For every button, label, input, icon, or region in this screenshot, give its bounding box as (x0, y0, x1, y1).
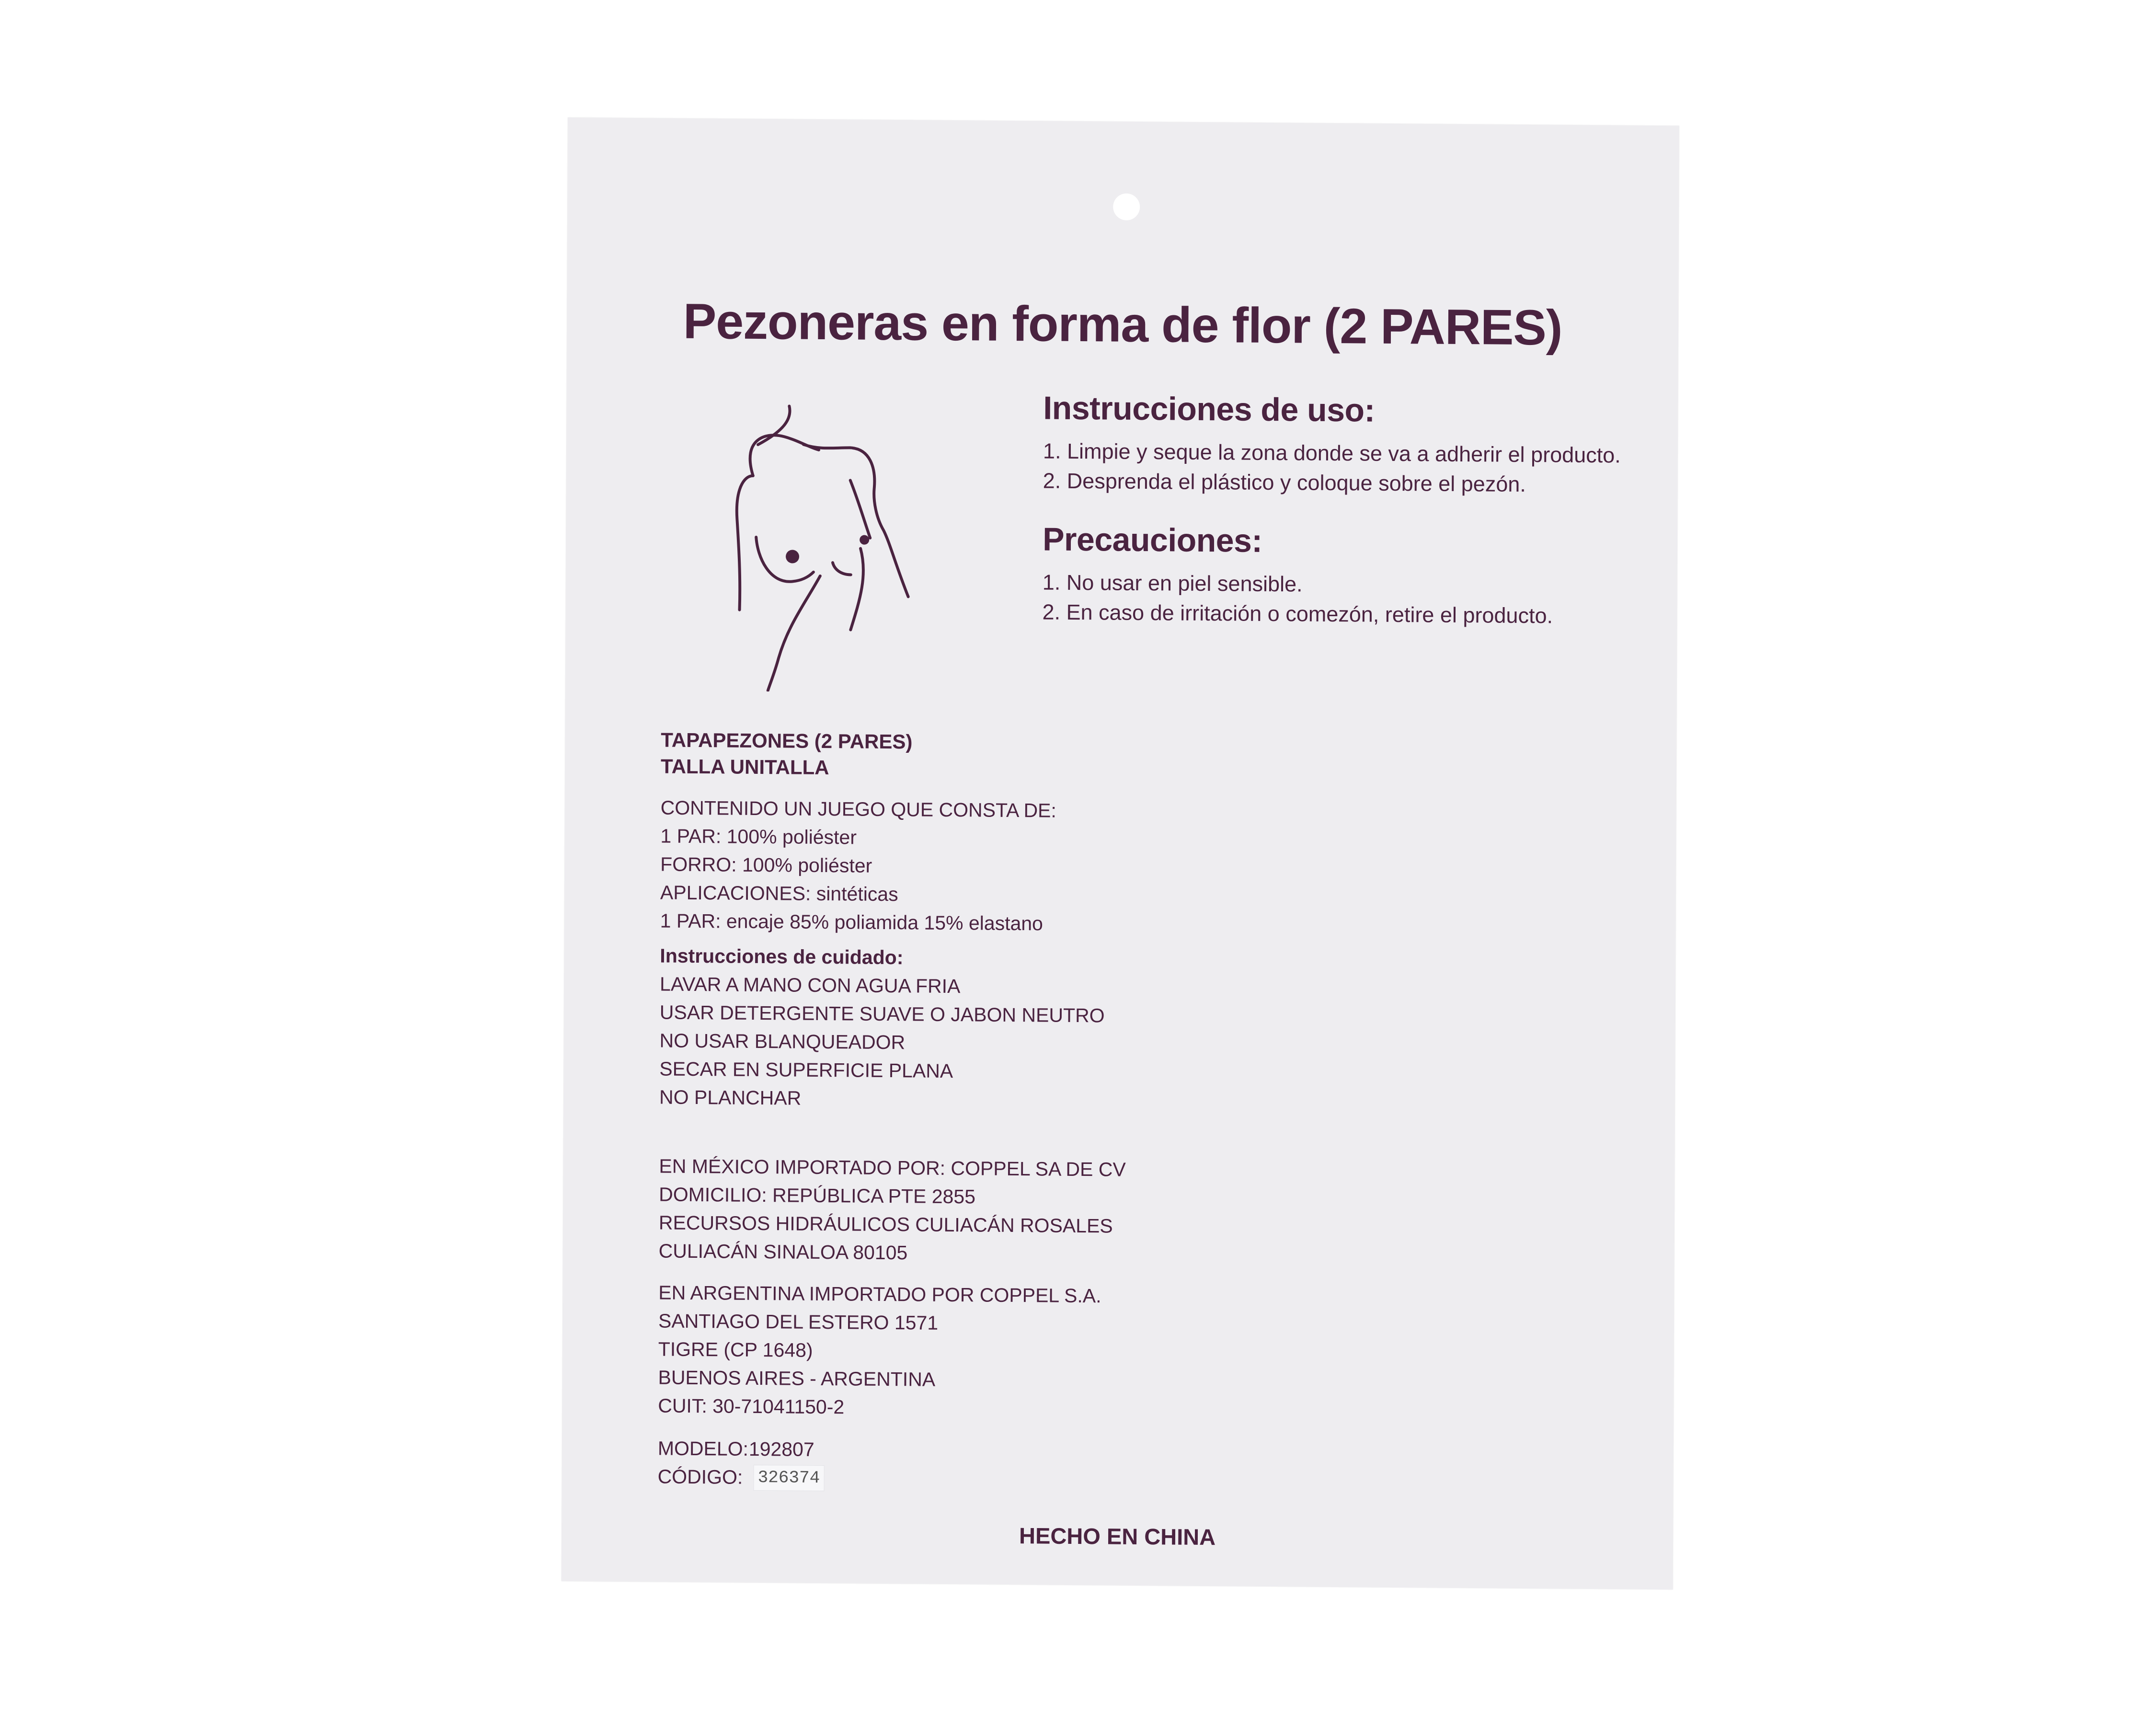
precautions-list (1042, 567, 1665, 632)
precautions-heading: Precauciones: (1043, 521, 1262, 559)
care-line: SECAR EN SUPERFICIE PLANA (659, 1058, 953, 1082)
importer-line: CUIT: 30-71041150-2 (658, 1394, 845, 1418)
care-line: NO PLANCHAR (659, 1086, 802, 1109)
code-row (657, 1462, 1184, 1495)
importer-line: SANTIAGO DEL ESTERO 1571 (658, 1310, 939, 1334)
importer-line: DOMICILIO: REPÚBLICA PTE 2855 (659, 1183, 976, 1208)
instructions-list (1043, 436, 1666, 500)
list-item: 2. En caso de irritación o comezón, retire el producto. (1042, 599, 1553, 628)
model-label: MODELO: (657, 1437, 749, 1460)
importer-line: TIGRE (CP 1648) (658, 1338, 813, 1361)
usage-panel (1042, 389, 1666, 632)
product-name: TAPAPEZONES (2 PARES) (661, 728, 913, 753)
care-block (659, 942, 1187, 1115)
hang-hole (1113, 194, 1140, 220)
care-heading: Instrucciones de cuidado: (660, 944, 904, 969)
product-name-block (661, 726, 1188, 783)
torso-illustration-icon (707, 403, 919, 692)
contents-line: APLICACIONES: sintéticas (660, 881, 898, 906)
code-label: CÓDIGO: (657, 1465, 743, 1488)
importer-line: CULIACÁN SINALOA 80105 (658, 1240, 908, 1264)
label-details (657, 726, 1188, 1495)
model-row (658, 1434, 1185, 1466)
model-value: 192807 (748, 1438, 814, 1460)
instructions-heading: Instrucciones de uso: (1043, 390, 1375, 429)
model-code-block (657, 1434, 1185, 1495)
country-of-origin: HECHO EN CHINA (1019, 1523, 1216, 1550)
product-size: TALLA UNITALLA (660, 755, 829, 779)
contents-line: 1 PAR: 100% poliéster (660, 825, 857, 849)
contents-line: CONTENIDO UN JUEGO QUE CONSTA DE: (660, 796, 1056, 822)
contents-line: 1 PAR: encaje 85% poliamida 15% elastano (660, 909, 1044, 935)
importer-line: EN ARGENTINA IMPORTADO POR COPPEL S.A. (658, 1281, 1101, 1307)
contents-line: FORRO: 100% poliéster (660, 853, 872, 877)
importer-mexico-block (659, 1152, 1186, 1269)
list-item: 1. No usar en piel sensible. (1042, 570, 1303, 597)
code-value: 326374 (754, 1464, 825, 1491)
importer-argentina-block (658, 1278, 1185, 1424)
importer-line: EN MÉXICO IMPORTADO POR: COPPEL SA DE CV (659, 1155, 1126, 1181)
care-line: USAR DETERGENTE SUAVE O JABON NEUTRO (659, 1001, 1105, 1027)
care-line: LAVAR A MANO CON AGUA FRIA (660, 973, 961, 998)
list-item: 1. Limpie y seque la zona donde se va a adherir el producto. (1043, 438, 1621, 468)
product-title: Pezoneras en forma de flor (2 PARES) (683, 293, 1562, 356)
importer-line: RECURSOS HIDRÁULICOS CULIACÁN ROSALES (658, 1211, 1113, 1237)
contents-block (660, 794, 1188, 939)
importer-line: BUENOS AIRES - ARGENTINA (658, 1366, 936, 1391)
list-item: 2. Desprenda el plástico y coloque sobre el pezón. (1043, 468, 1526, 497)
care-line: NO USAR BLANQUEADOR (659, 1029, 906, 1054)
product-card (562, 117, 1679, 1589)
